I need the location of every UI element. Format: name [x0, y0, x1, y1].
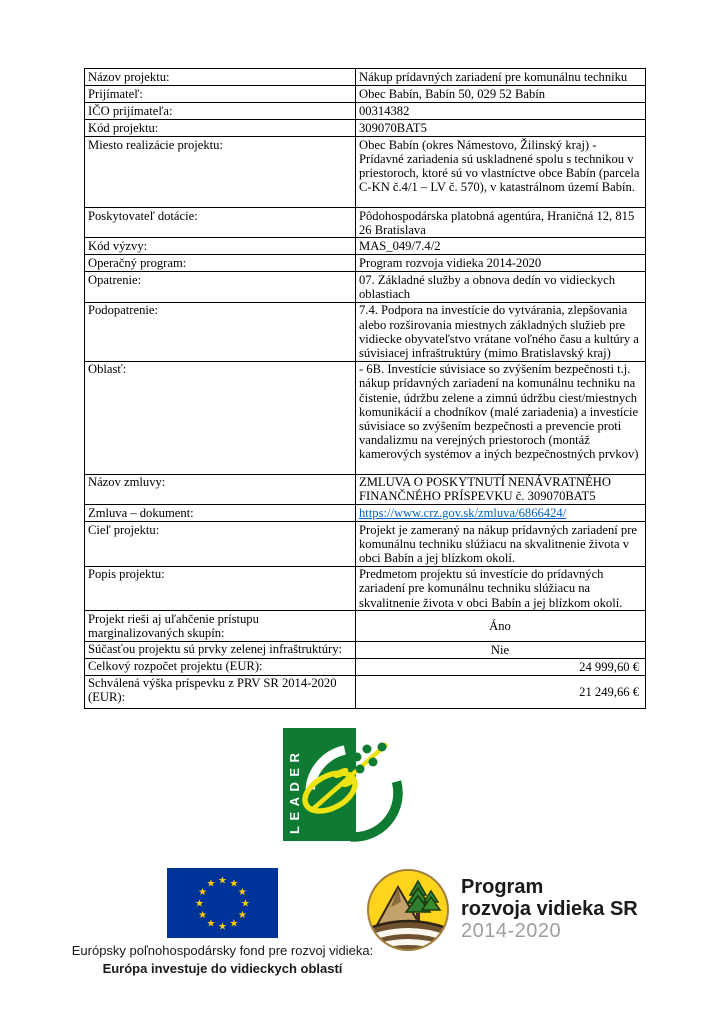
- table-row: [85, 86, 646, 103]
- table-row: [85, 361, 646, 474]
- row-label: Zmluva – dokument:: [85, 505, 356, 522]
- eu-fund-caption: [60, 942, 385, 978]
- table-row: [85, 272, 646, 302]
- eu-flag-icon: [167, 868, 278, 938]
- eu-star-icon: ★: [241, 898, 250, 910]
- eu-star-icon: ★: [206, 878, 216, 890]
- row-value: 07. Základné služby a obnova dedín vo vidieckych oblastiach: [356, 272, 646, 302]
- row-label: Kód výzvy:: [85, 238, 356, 255]
- leader-logo-text: LEADER: [287, 747, 302, 834]
- eu-fund-line1: Európsky poľnohospodársky fond pre rozvoj vidieka:: [71, 943, 374, 958]
- row-value: Predmetom projektu sú investície do prídavných zariadení pre komunálnu techniku slúžiacu na skvalitnenie života v obci Babín a jej blízkom okolí.: [356, 566, 646, 611]
- table-row: [85, 302, 646, 361]
- eu-star-icon: ★: [195, 898, 204, 910]
- row-value: Nákup prídavných zariadení pre komunálnu techniku: [356, 69, 646, 86]
- row-label: Súčasťou projektu sú prvky zelenej infraštruktúry:: [85, 641, 356, 658]
- row-label: Poskytovateľ dotácie:: [85, 208, 356, 238]
- leader-logo-icon: [283, 727, 405, 857]
- leader-logo: [283, 727, 405, 857]
- table-row: [85, 611, 646, 641]
- row-value: 21 249,66 €: [356, 675, 646, 708]
- row-value: [356, 505, 646, 522]
- row-label: Oblasť:: [85, 361, 356, 474]
- row-value: 7.4. Podpora na investície do vytvárania, zlepšovania alebo rozširovania miestnych základných služieb pre vidiecke obyvateľstvo vrátane voľného času a kultúry a súvisiacej infraštruktúry (mimo Bratislavský kraj): [356, 302, 646, 361]
- table-row: [85, 120, 646, 137]
- eu-star-icon: ★: [229, 918, 239, 930]
- eu-star-icon: ★: [218, 875, 227, 887]
- contract-link[interactable]: https://www.crz.gov.sk/zmluva/6866424/: [359, 505, 567, 520]
- row-value: Nie: [356, 641, 646, 658]
- eu-fund-line2: Európa investuje do vidieckych oblastí: [102, 961, 343, 976]
- table-row: [85, 675, 646, 708]
- row-label: Prijímateľ:: [85, 86, 356, 103]
- eu-star-icon: ★: [237, 887, 247, 898]
- row-value: Áno: [356, 611, 646, 641]
- row-label: Cieľ projektu:: [85, 522, 356, 567]
- table-row: [85, 474, 646, 504]
- row-label: Miesto realizácie projektu:: [85, 137, 356, 208]
- prv-title-line1: Program: [461, 876, 544, 898]
- eu-star-icon: ★: [229, 878, 239, 890]
- table-row: [85, 208, 646, 238]
- row-value: Projekt je zameraný na nákup prídavných zariadení pre komunálnu techniku slúžiacu na skvalitnenie života v obci Babín a jej blízkom okolí.: [356, 522, 646, 567]
- row-value: - 6B. Investície súvisiace so zvýšením bezpečnosti t.j. nákup prídavných zariadení na komunálnu techniku na čistenie, údržbu zelene a zimnú údržbu ciest/miestnych komunikácií a chodníkov (malé zariadenia) a investície súvisiace so zvýšením bezpečnosti a prevencie proti vandalizmu na verejných priestoroch (montáž kamerových systémov a iných bezpečnostných prvkov): [356, 361, 646, 474]
- table-row: [85, 505, 646, 522]
- row-value: Obec Babín, Babín 50, 029 52 Babín: [356, 86, 646, 103]
- table-row: [85, 137, 646, 208]
- row-value: 24 999,60 €: [356, 658, 646, 675]
- table-row: [85, 658, 646, 675]
- eu-star-icon: ★: [198, 910, 208, 921]
- row-value: 00314382: [356, 103, 646, 120]
- project-info-table: [84, 68, 646, 709]
- row-label: Schválená výška príspevku z PRV SR 2014-2020 (EUR):: [85, 675, 356, 708]
- prv-logo-icon: [367, 869, 449, 951]
- row-label: Kód projektu:: [85, 120, 356, 137]
- eu-star-icon: ★: [237, 910, 247, 921]
- eu-flag-logo: [167, 868, 278, 938]
- row-label: Názov zmluvy:: [85, 474, 356, 504]
- row-value: 309070BAT5: [356, 120, 646, 137]
- table-row: [85, 69, 646, 86]
- table-row: [85, 255, 646, 272]
- table-row: [85, 103, 646, 120]
- prv-program-caption: [461, 876, 638, 942]
- prv-logo: [367, 869, 449, 951]
- eu-star-icon: ★: [198, 887, 208, 898]
- table-row: [85, 238, 646, 255]
- row-label: IČO prijímateľa:: [85, 103, 356, 120]
- row-value: MAS_049/7.4/2: [356, 238, 646, 255]
- eu-star-icon: ★: [218, 921, 227, 933]
- table-row: [85, 566, 646, 611]
- table-row: [85, 641, 646, 658]
- eu-star-icon: ★: [206, 918, 216, 930]
- table-row: [85, 522, 646, 567]
- prv-years: 2014-2020: [461, 920, 562, 942]
- prv-title-line2: rozvoja vidieka SR: [461, 898, 638, 920]
- row-label: Názov projektu:: [85, 69, 356, 86]
- row-label: Celkový rozpočet projektu (EUR):: [85, 658, 356, 675]
- row-value: ZMLUVA O POSKYTNUTÍ NENÁVRATNÉHO FINANČNÉHO PRÍSPEVKU č. 309070BAT5: [356, 474, 646, 504]
- row-value: Pôdohospodárska platobná agentúra, Hraničná 12, 815 26 Bratislava: [356, 208, 646, 238]
- row-value: Obec Babín (okres Námestovo, Žilinský kraj) - Prídavné zariadenia sú uskladnené spolu s technikou v priestoroch, ktoré sú vo vlastníctve obce Babín (parcela C-KN č.4/1 – LV č. 570), v katastrálnom území Babín.: [356, 137, 646, 208]
- row-label: Projekt rieši aj uľahčenie prístupu marginalizovaných skupín:: [85, 611, 356, 641]
- row-label: Opatrenie:: [85, 272, 356, 302]
- row-label: Popis projektu:: [85, 566, 356, 611]
- row-label: Operačný program:: [85, 255, 356, 272]
- row-value: Program rozvoja vidieka 2014-2020: [356, 255, 646, 272]
- row-label: Podopatrenie:: [85, 302, 356, 361]
